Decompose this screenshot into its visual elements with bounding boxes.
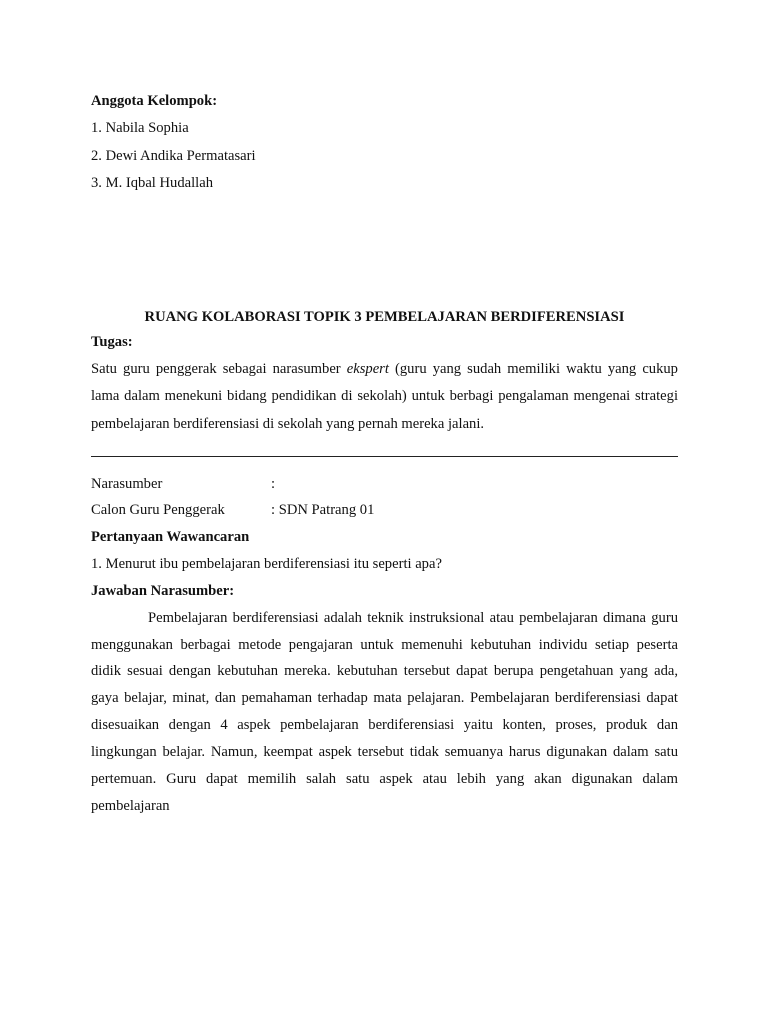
- answer-line: Pembelajaran berdiferensiasi adalah teknik instruksional atau pembelajaran dimana guru: [148, 610, 678, 626]
- answer-line: lingkungan belajar. Namun, keempat aspek tersebut tidak semuanya harus digunakan dalam satu: [91, 744, 678, 760]
- answer-line: pembelajaran: [91, 798, 170, 814]
- task-line-1-pre: Satu guru penggerak sebagai narasumber: [91, 361, 347, 377]
- cgp-label: Calon Guru Penggerak: [91, 502, 225, 518]
- members-heading: Anggota Kelompok:: [91, 93, 218, 109]
- document-title: RUANG KOLABORASI TOPIK 3 PEMBELAJARAN BERDIFERENSIASI: [144, 309, 625, 325]
- task-line-1-post: (guru yang sudah memiliki waktu yang cukup: [388, 361, 678, 377]
- answer-line: didik sesuai dengan kebutuhan mereka. kebutuhan tersebut dapat berupa pengetahuan yang ada,: [91, 663, 678, 679]
- member-item: 3. M. Iqbal Hudallah: [91, 175, 213, 191]
- answer-line: menggunakan berbagai metode pengajaran untuk memenuhi kebutuhan individu setiap peserta: [91, 637, 678, 653]
- task-line-3: pembelajaran berdiferensiasi di sekolah yang pernah mereka jalani.: [91, 416, 485, 432]
- cgp-value: : SDN Patrang 01: [271, 502, 375, 518]
- member-item: 2. Dewi Andika Permatasari: [91, 148, 256, 164]
- answer-heading: Jawaban Narasumber:: [91, 583, 235, 599]
- narasumber-value: :: [271, 476, 276, 492]
- answer-line: disesuaikan dengan 4 aspek pembelajaran berdiferensiasi yaitu konten, proses, produk dan: [91, 717, 678, 733]
- separator-line: [91, 456, 678, 457]
- answer-line: gaya belajar, minat, dan pemahaman terhadap mata pelajaran. Pembelajaran berdiferensiasi dapat: [91, 690, 678, 706]
- answer-line: pertemuan. Guru dapat memilih salah satu aspek atau lebih yang akan digunakan dalam: [91, 771, 678, 787]
- interview-question: 1. Menurut ibu pembelajaran berdiferensiasi itu seperti apa?: [91, 556, 442, 572]
- member-item: 1. Nabila Sophia: [91, 120, 189, 136]
- task-line-1: [91, 360, 678, 378]
- narasumber-label: Narasumber: [91, 476, 163, 492]
- interview-heading: Pertanyaan Wawancaran: [91, 529, 250, 545]
- task-line-1-italic: ekspert: [346, 361, 389, 377]
- task-heading: Tugas:: [91, 334, 133, 350]
- task-line-2: lama dalam menekuni bidang pendidikan di sekolah) untuk berbagi pengalaman mengenai strategi: [91, 388, 678, 404]
